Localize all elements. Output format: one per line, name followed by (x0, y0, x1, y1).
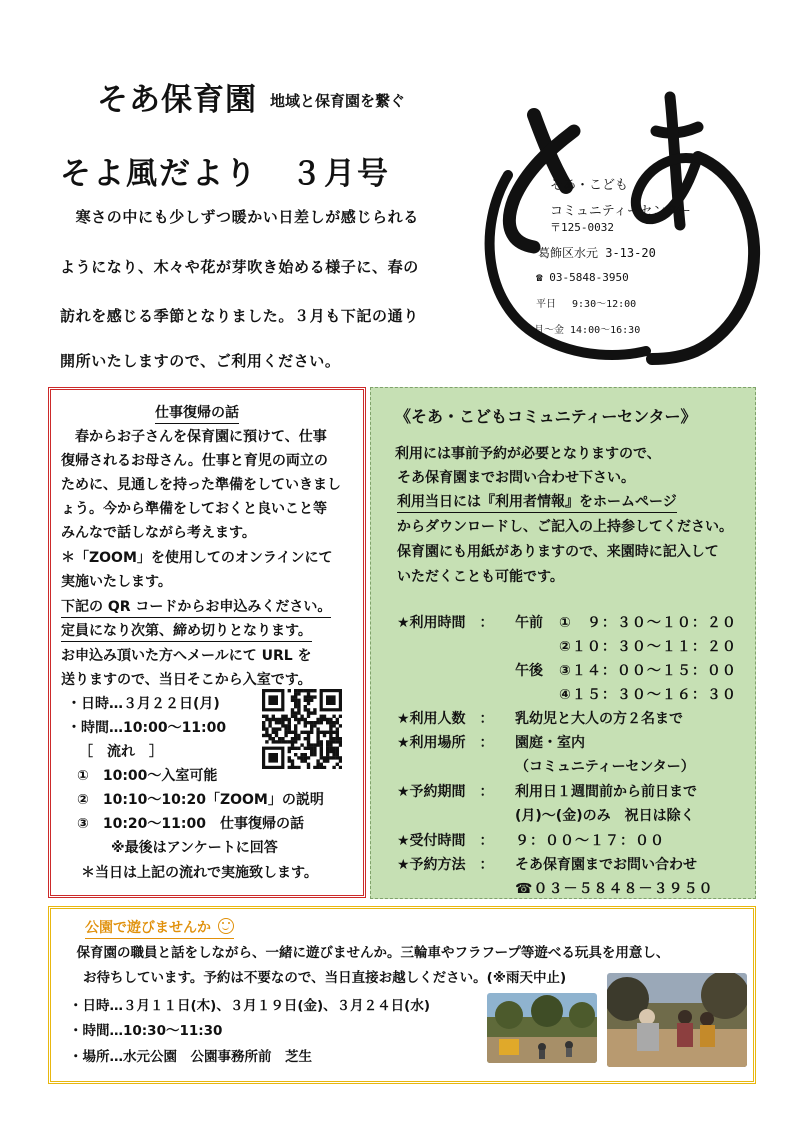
info-value: 利用日１週間前から前日まで (515, 784, 697, 800)
community-center-box (370, 387, 756, 899)
newsletter-title: そよ風だより ３月号 (60, 156, 390, 192)
hours-slot: ① ９：３０～１０：２０ (559, 615, 737, 631)
park-heading-text: 公園で遊びませんか (85, 920, 211, 936)
logo-hours-weekday: 平日 9:30～12:00 (536, 299, 637, 310)
tagline: 地域と保育園を繋ぐ (270, 92, 406, 110)
info-label: ★予約方法 ： (397, 857, 494, 873)
hours-am-label: 午前 (515, 615, 543, 631)
logo-text-line: そあ・こども (550, 178, 629, 193)
work-limit-note: 定員になり次第、締め切りとなります。 (61, 620, 312, 642)
center-paper-line: 保育園にも用紙がありますので、来園時に記入して (397, 544, 719, 560)
logo-address: 葛飾区水元 3-13-20 (538, 246, 656, 260)
work-flow-title: ［ 流れ ］ (79, 744, 163, 760)
park-photo-1 (487, 993, 597, 1063)
center-intro-line: そあ保育園までお問い合わせ下さい。 (397, 470, 635, 486)
work-flow-step: ① 10:00～入室可能 (77, 768, 218, 784)
info-label: ★利用場所 ： (397, 735, 494, 751)
work-flow-note: ※最後はアンケートに回答 (111, 840, 278, 856)
work-body-line: ょう。今から準備をしておくと良いこと等 (61, 501, 327, 517)
center-intro-line: 利用には事前予約が必要となりますので、 (381, 446, 661, 462)
work-qr-note: 下記の QR コードからお申込みください。 (61, 596, 331, 618)
qr-code[interactable] (262, 689, 342, 769)
center-paper-line: いただくことも可能です。 (397, 569, 564, 585)
park-date: ・日時…３月１１日(木)、３月１９日(金)、３月２４日(水) (69, 998, 431, 1014)
work-time: ・時間…10:00～11:00 (67, 720, 227, 736)
info-value: (月)～(金)のみ 祝日は除く (515, 808, 695, 824)
hours-slot: ③１４：００～１５：００ (559, 663, 737, 679)
center-heading: 《そあ・こどもコミュニティーセンター》 (395, 407, 697, 426)
logo-phone: ☎ 03-5848-3950 (536, 271, 629, 284)
work-body-line: みんなで話しながら考えます。 (61, 525, 256, 541)
park-time: ・時間…10:30～11:30 (69, 1023, 223, 1039)
work-date: ・日時…３月２２日(月) (67, 696, 220, 712)
work-mail-line: お申込み頂いた方へメールにて URL を (61, 648, 312, 664)
work-body-line: 実施いたします。 (61, 574, 172, 590)
park-photo-2 (607, 973, 747, 1067)
work-mail-line: 送りますので、当日そこから入室です。 (61, 672, 312, 688)
logo-hours-monfri: 月～金 14:00～16:30 (534, 325, 641, 336)
info-value: ☎０３－５８４８－３９５０ (515, 881, 714, 897)
center-download-note-2: からダウンロードし、ご記入の上持参してください。 (397, 519, 733, 535)
logo-postal: 〒125-0032 (550, 221, 614, 234)
smile-icon (218, 918, 234, 934)
hours-label: ★利用時間 ： (397, 615, 494, 631)
info-value: そあ保育園までお問い合わせ (515, 857, 697, 873)
hours-pm-label: 午後 (515, 663, 543, 679)
info-label: ★利用人数 ： (397, 711, 494, 727)
work-body-line: 復帰されるお母さん。仕事と育児の両立の (61, 453, 328, 469)
intro-line-4: 開所いたしますので、ご利用ください。 (60, 352, 341, 370)
work-heading: 仕事復帰の話 (155, 402, 239, 424)
work-body-line: ＊「ZOOM」を使用してのオンラインにて (61, 550, 333, 566)
info-value: （コミュニティーセンター） (515, 759, 695, 775)
park-body-line: 保育園の職員と話をしながら、一緒に遊びませんか。三輪車やフラフープ等遊べる玩具を用意し、 (63, 945, 670, 961)
park-body-line: お待ちしています。予約は不要なので、当日直接お越しください。(※雨天中止) (83, 970, 567, 986)
hours-slot: ④１５：３０～１６：３０ (559, 687, 737, 703)
info-label: ★受付時間 ： (397, 833, 494, 849)
info-value: 園庭・室内 (515, 735, 585, 751)
org-name: そあ保育園 (97, 82, 257, 118)
work-body-line: 春からお子さんを保育園に預けて、仕事 (61, 429, 327, 445)
logo-text-line: コミュニティーセンター (550, 204, 691, 219)
intro-line-2: ようになり、木々や花が芽吹き始める様子に、春の (60, 258, 419, 276)
work-footer: ＊当日は上記の流れで実施致します。 (81, 865, 318, 881)
park-place: ・場所…水元公園 公園事務所前 芝生 (69, 1049, 312, 1065)
info-value: ９：００～１７：００ (515, 833, 665, 849)
logo-block (470, 75, 770, 375)
park-play-box (48, 906, 756, 1084)
qr-code-graphic (262, 689, 342, 769)
hours-slot: ②１０：３０～１１：２０ (559, 639, 737, 655)
intro-line-1: 寒さの中にも少しずつ暖かい日差しが感じられる (60, 208, 419, 226)
info-label: ★予約期間 ： (397, 784, 494, 800)
center-download-note: 利用当日には『利用者情報』をホームページ (397, 491, 677, 513)
park-heading (85, 917, 234, 939)
work-flow-step: ③ 10:20～11:00 仕事復帰の話 (77, 816, 304, 832)
intro-line-3: 訪れを感じる季節となりました。３月も下記の通り (60, 307, 419, 325)
info-value: 乳幼児と大人の方２名まで (515, 711, 683, 727)
work-return-box (48, 387, 366, 898)
work-flow-step: ② 10:10～10:20「ZOOM」の説明 (77, 792, 324, 808)
work-body-line: ために、見通しを持った準備をしていきまし (61, 477, 341, 493)
